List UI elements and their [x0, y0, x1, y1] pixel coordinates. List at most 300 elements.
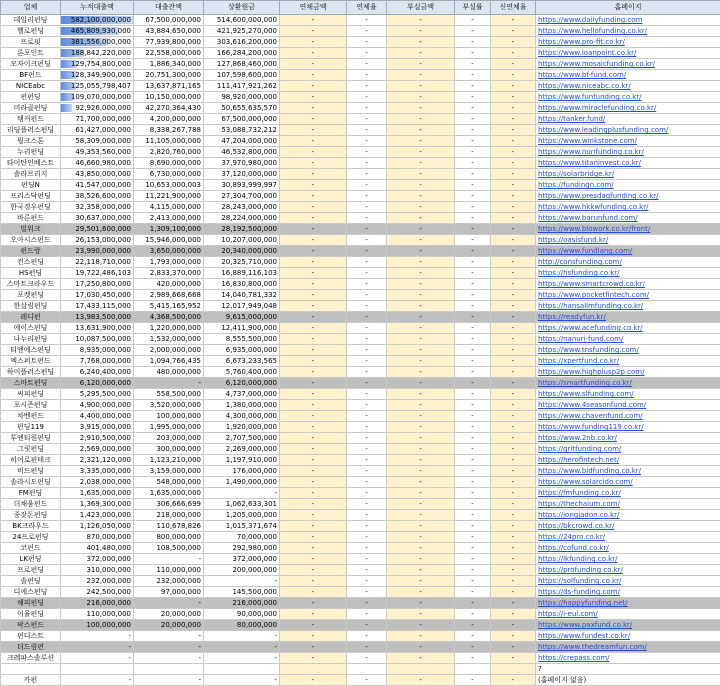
cumulative-cell[interactable]: [61, 466, 134, 477]
bad-debt-amount-cell[interactable]: -: [387, 114, 455, 125]
bad-debt-rate-cell[interactable]: -: [455, 213, 491, 224]
overdue-amount-cell[interactable]: -: [280, 257, 347, 268]
bad-debt-amount-cell[interactable]: -: [387, 389, 455, 400]
overdue-rate-cell[interactable]: -: [347, 290, 387, 301]
company-cell[interactable]: 나누리펀딩: [1, 334, 61, 345]
cumulative-cell[interactable]: [61, 48, 134, 59]
company-cell[interactable]: 타이탄인베스트: [1, 158, 61, 169]
overdue-amount-cell[interactable]: -: [280, 653, 347, 664]
homepage-link[interactable]: https://www.bf-fund.com/: [536, 70, 720, 81]
cumulative-cell[interactable]: [61, 180, 134, 191]
overdue-rate-cell[interactable]: -: [347, 444, 387, 455]
cumulative-cell[interactable]: [61, 444, 134, 455]
bad-debt-amount-cell[interactable]: -: [387, 59, 455, 70]
cumulative-cell[interactable]: [61, 356, 134, 367]
new-overdue-rate-cell[interactable]: -: [491, 620, 536, 631]
homepage-link[interactable]: https://smartfunding.co.kr/: [536, 378, 720, 389]
company-cell[interactable]: 프로펀딩: [1, 565, 61, 576]
repaid-cell[interactable]: 80,000,000: [204, 620, 280, 631]
new-overdue-rate-cell[interactable]: -: [491, 37, 536, 48]
cumulative-cell[interactable]: [61, 70, 134, 81]
company-cell[interactable]: 히어로핀테크: [1, 455, 61, 466]
overdue-rate-cell[interactable]: -: [347, 345, 387, 356]
overdue-amount-cell[interactable]: -: [280, 400, 347, 411]
overdue-rate-cell[interactable]: -: [347, 70, 387, 81]
header-bad-debt-rate[interactable]: 부실률: [455, 1, 491, 15]
homepage-link[interactable]: https://solfunding.co.kr/: [536, 576, 720, 587]
bad-debt-rate-cell[interactable]: -: [455, 92, 491, 103]
bad-debt-amount-cell[interactable]: -: [387, 598, 455, 609]
homepage-link[interactable]: https://www.dailyfunding.com: [536, 15, 720, 26]
repaid-cell[interactable]: 2,269,000,000: [204, 444, 280, 455]
homepage-link[interactable]: https://hsfunding.co.kr/: [536, 268, 720, 279]
bad-debt-amount-cell[interactable]: -: [387, 103, 455, 114]
balance-cell[interactable]: 1,309,100,000: [134, 224, 204, 235]
balance-cell[interactable]: 10,150,000,000: [134, 92, 204, 103]
repaid-cell[interactable]: 421,925,270,000: [204, 26, 280, 37]
bad-debt-rate-cell[interactable]: -: [455, 510, 491, 521]
balance-cell[interactable]: -: [134, 598, 204, 609]
company-cell[interactable]: 해피펀딩: [1, 598, 61, 609]
repaid-cell[interactable]: 46,532,800,000: [204, 147, 280, 158]
new-overdue-rate-cell[interactable]: -: [491, 554, 536, 565]
overdue-rate-cell[interactable]: -: [347, 301, 387, 312]
cumulative-cell[interactable]: [61, 202, 134, 213]
bad-debt-amount-cell[interactable]: -: [387, 488, 455, 499]
cumulative-cell[interactable]: [61, 378, 134, 389]
repaid-cell[interactable]: 27,304,700,000: [204, 191, 280, 202]
balance-cell[interactable]: 218,000,000: [134, 510, 204, 521]
homepage-link[interactable]: https://thechaium.com/: [536, 499, 720, 510]
bad-debt-rate-cell[interactable]: -: [455, 444, 491, 455]
bad-debt-amount-cell[interactable]: -: [387, 466, 455, 477]
homepage-link[interactable]: https://www.mosaicfunding.co.kr/: [536, 59, 720, 70]
bad-debt-amount-cell[interactable]: -: [387, 136, 455, 147]
bad-debt-rate-cell[interactable]: -: [455, 488, 491, 499]
repaid-cell[interactable]: 14,040,781,332: [204, 290, 280, 301]
balance-cell[interactable]: 306,666,699: [134, 499, 204, 510]
company-cell[interactable]: 그릿펀딩: [1, 444, 61, 455]
repaid-cell[interactable]: 10,207,000,000: [204, 235, 280, 246]
homepage-link[interactable]: https://www.slfunding.com/: [536, 389, 720, 400]
cumulative-cell[interactable]: [61, 642, 134, 653]
overdue-amount-cell[interactable]: -: [280, 334, 347, 345]
new-overdue-rate-cell[interactable]: -: [491, 312, 536, 323]
new-overdue-rate-cell[interactable]: -: [491, 202, 536, 213]
repaid-cell[interactable]: 176,000,000: [204, 466, 280, 477]
bad-debt-amount-cell[interactable]: -: [387, 246, 455, 257]
repaid-cell[interactable]: 372,000,000: [204, 554, 280, 565]
homepage-link[interactable]: https://fmfunding.co.kr/: [536, 488, 720, 499]
homepage-link[interactable]: https://www.funfunding.co.kr/: [536, 92, 720, 103]
homepage-link[interactable]: https://www.barunfund.com/: [536, 213, 720, 224]
bad-debt-rate-cell[interactable]: -: [455, 675, 491, 686]
cumulative-cell[interactable]: [61, 576, 134, 587]
company-cell[interactable]: 더채움펀드: [1, 499, 61, 510]
overdue-rate-cell[interactable]: -: [347, 532, 387, 543]
bad-debt-amount-cell[interactable]: -: [387, 312, 455, 323]
cumulative-cell[interactable]: [61, 268, 134, 279]
new-overdue-rate-cell[interactable]: -: [491, 103, 536, 114]
repaid-cell[interactable]: 303,616,200,000: [204, 37, 280, 48]
cumulative-cell[interactable]: [61, 147, 134, 158]
repaid-cell[interactable]: 216,000,000: [204, 598, 280, 609]
overdue-amount-cell[interactable]: -: [280, 81, 347, 92]
overdue-amount-cell[interactable]: -: [280, 587, 347, 598]
bad-debt-amount-cell[interactable]: -: [387, 213, 455, 224]
overdue-amount-cell[interactable]: -: [280, 312, 347, 323]
repaid-cell[interactable]: 4,300,000,000: [204, 411, 280, 422]
balance-cell[interactable]: 2,000,000,000: [134, 345, 204, 356]
homepage-link[interactable]: (홈페이지 없음): [536, 675, 720, 686]
cumulative-cell[interactable]: [61, 323, 134, 334]
new-overdue-rate-cell[interactable]: -: [491, 147, 536, 158]
overdue-rate-cell[interactable]: -: [347, 213, 387, 224]
company-cell[interactable]: 컨스펀딩: [1, 257, 61, 268]
bad-debt-rate-cell[interactable]: -: [455, 323, 491, 334]
overdue-rate-cell[interactable]: -: [347, 631, 387, 642]
new-overdue-rate-cell[interactable]: -: [491, 543, 536, 554]
homepage-link[interactable]: https://www.thedreamfun.com/: [536, 642, 720, 653]
overdue-rate-cell[interactable]: -: [347, 389, 387, 400]
repaid-cell[interactable]: 70,000,000: [204, 532, 280, 543]
cumulative-cell[interactable]: [61, 510, 134, 521]
new-overdue-rate-cell[interactable]: -: [491, 224, 536, 235]
repaid-cell[interactable]: 1,197,910,000: [204, 455, 280, 466]
overdue-amount-cell[interactable]: -: [280, 70, 347, 81]
repaid-cell[interactable]: -: [204, 488, 280, 499]
bad-debt-rate-cell[interactable]: -: [455, 466, 491, 477]
homepage-link[interactable]: https://www.paxfund.co.kr/: [536, 620, 720, 631]
cumulative-cell[interactable]: [61, 521, 134, 532]
balance-cell[interactable]: 480,000,000: [134, 367, 204, 378]
repaid-cell[interactable]: -: [204, 653, 280, 664]
company-cell[interactable]: 펀딩N: [1, 180, 61, 191]
cumulative-cell[interactable]: [61, 301, 134, 312]
company-cell[interactable]: 하이플러스펀딩: [1, 367, 61, 378]
cumulative-cell[interactable]: [61, 675, 134, 686]
overdue-amount-cell[interactable]: -: [280, 279, 347, 290]
repaid-cell[interactable]: 166,284,200,000: [204, 48, 280, 59]
repaid-cell[interactable]: 145,500,000: [204, 587, 280, 598]
homepage-link[interactable]: https://www.niceabc.co.kr/: [536, 81, 720, 92]
overdue-amount-cell[interactable]: -: [280, 301, 347, 312]
overdue-amount-cell[interactable]: -: [280, 411, 347, 422]
overdue-amount-cell[interactable]: -: [280, 543, 347, 554]
bad-debt-rate-cell[interactable]: -: [455, 301, 491, 312]
bad-debt-rate-cell[interactable]: -: [455, 81, 491, 92]
company-cell[interactable]: 티엔에스펀딩: [1, 345, 61, 356]
overdue-rate-cell[interactable]: -: [347, 587, 387, 598]
bad-debt-amount-cell[interactable]: -: [387, 158, 455, 169]
homepage-link[interactable]: https://www.highplusp2p.com/: [536, 367, 720, 378]
balance-cell[interactable]: 97,000,000: [134, 587, 204, 598]
repaid-cell[interactable]: 28,192,500,000: [204, 224, 280, 235]
balance-cell[interactable]: 110,678,826: [134, 521, 204, 532]
overdue-rate-cell[interactable]: -: [347, 59, 387, 70]
cumulative-cell[interactable]: [61, 59, 134, 70]
bad-debt-amount-cell[interactable]: -: [387, 26, 455, 37]
overdue-rate-cell[interactable]: -: [347, 279, 387, 290]
overdue-amount-cell[interactable]: -: [280, 433, 347, 444]
homepage-link[interactable]: https://gritfunding.com/: [536, 444, 720, 455]
bad-debt-amount-cell[interactable]: -: [387, 378, 455, 389]
cumulative-cell[interactable]: [61, 158, 134, 169]
company-cell[interactable]: 론포인트: [1, 48, 61, 59]
homepage-link[interactable]: https://readyfun.kr/: [536, 312, 720, 323]
overdue-amount-cell[interactable]: -: [280, 378, 347, 389]
homepage-link[interactable]: https://www.chavenfund.com/: [536, 411, 720, 422]
balance-cell[interactable]: 558,500,000: [134, 389, 204, 400]
bad-debt-rate-cell[interactable]: -: [455, 290, 491, 301]
overdue-amount-cell[interactable]: -: [280, 202, 347, 213]
overdue-amount-cell[interactable]: -: [280, 510, 347, 521]
new-overdue-rate-cell[interactable]: -: [491, 169, 536, 180]
homepage-link[interactable]: https://www.hkkwfunding.co.kr/: [536, 202, 720, 213]
repaid-cell[interactable]: 4,737,000,000: [204, 389, 280, 400]
new-overdue-rate-cell[interactable]: -: [491, 257, 536, 268]
balance-cell[interactable]: 11,221,900,000: [134, 191, 204, 202]
overdue-amount-cell[interactable]: -: [280, 169, 347, 180]
repaid-cell[interactable]: 20,340,000,000: [204, 246, 280, 257]
overdue-amount-cell[interactable]: -: [280, 598, 347, 609]
overdue-rate-cell[interactable]: -: [347, 147, 387, 158]
balance-cell[interactable]: 4,368,500,000: [134, 312, 204, 323]
new-overdue-rate-cell[interactable]: -: [491, 268, 536, 279]
header-new-overdue-rate[interactable]: 신연체율: [491, 1, 536, 15]
bad-debt-amount-cell[interactable]: -: [387, 620, 455, 631]
overdue-amount-cell[interactable]: -: [280, 224, 347, 235]
overdue-amount-cell[interactable]: -: [280, 125, 347, 136]
overdue-rate-cell[interactable]: -: [347, 224, 387, 235]
company-cell[interactable]: 에이스펀딩: [1, 323, 61, 334]
homepage-link[interactable]: https://www.nurifunding.co.kr/: [536, 147, 720, 158]
overdue-rate-cell[interactable]: -: [347, 48, 387, 59]
bad-debt-amount-cell[interactable]: -: [387, 609, 455, 620]
repaid-cell[interactable]: 37,970,980,000: [204, 158, 280, 169]
company-cell[interactable]: 스마트펀딩: [1, 378, 61, 389]
balance-cell[interactable]: 10,653,000,003: [134, 180, 204, 191]
repaid-cell[interactable]: 200,000,000: [204, 565, 280, 576]
bad-debt-amount-cell[interactable]: -: [387, 653, 455, 664]
overdue-rate-cell[interactable]: -: [347, 235, 387, 246]
bad-debt-amount-cell[interactable]: -: [387, 147, 455, 158]
overdue-rate-cell[interactable]: -: [347, 576, 387, 587]
cumulative-cell[interactable]: [61, 334, 134, 345]
balance-cell[interactable]: [134, 664, 204, 675]
homepage-link[interactable]: https://solarbridge.kr/: [536, 169, 720, 180]
balance-cell[interactable]: 1,635,000,000: [134, 488, 204, 499]
repaid-cell[interactable]: 1,062,633,301: [204, 499, 280, 510]
bad-debt-amount-cell[interactable]: -: [387, 15, 455, 26]
overdue-rate-cell[interactable]: -: [347, 15, 387, 26]
company-cell[interactable]: 솔라브리지: [1, 169, 61, 180]
repaid-cell[interactable]: 6,935,000,000: [204, 345, 280, 356]
cumulative-cell[interactable]: [61, 169, 134, 180]
bad-debt-rate-cell[interactable]: -: [455, 279, 491, 290]
new-overdue-rate-cell[interactable]: -: [491, 59, 536, 70]
new-overdue-rate-cell[interactable]: -: [491, 136, 536, 147]
balance-cell[interactable]: 6,730,000,000: [134, 169, 204, 180]
balance-cell[interactable]: -: [134, 554, 204, 565]
bad-debt-rate-cell[interactable]: -: [455, 543, 491, 554]
homepage-link[interactable]: https://www.fundlang.com/: [536, 246, 720, 257]
homepage-link[interactable]: https://www.blowork.co.kr/front/: [536, 224, 720, 235]
bad-debt-amount-cell[interactable]: -: [387, 477, 455, 488]
new-overdue-rate-cell[interactable]: -: [491, 323, 536, 334]
bad-debt-rate-cell[interactable]: -: [455, 521, 491, 532]
bad-debt-rate-cell[interactable]: -: [455, 169, 491, 180]
new-overdue-rate-cell[interactable]: -: [491, 81, 536, 92]
cumulative-cell[interactable]: [61, 488, 134, 499]
bad-debt-amount-cell[interactable]: -: [387, 202, 455, 213]
company-cell[interactable]: 한국경우펀딩: [1, 202, 61, 213]
company-cell[interactable]: HS펀딩: [1, 268, 61, 279]
header-company[interactable]: 업체: [1, 1, 61, 15]
repaid-cell[interactable]: -: [204, 675, 280, 686]
balance-cell[interactable]: -: [134, 642, 204, 653]
balance-cell[interactable]: 110,000,000: [134, 565, 204, 576]
balance-cell[interactable]: 22,558,000,000: [134, 48, 204, 59]
bad-debt-amount-cell[interactable]: [387, 664, 455, 675]
bad-debt-rate-cell[interactable]: -: [455, 598, 491, 609]
homepage-link[interactable]: https://www.miraclefunding.co.kr/: [536, 103, 720, 114]
balance-cell[interactable]: 4,200,000,000: [134, 114, 204, 125]
bad-debt-rate-cell[interactable]: -: [455, 576, 491, 587]
homepage-link[interactable]: https://ds-funding.com/: [536, 587, 720, 598]
repaid-cell[interactable]: 5,760,400,000: [204, 367, 280, 378]
bad-debt-amount-cell[interactable]: -: [387, 631, 455, 642]
bad-debt-rate-cell[interactable]: -: [455, 224, 491, 235]
homepage-link[interactable]: https://xpertfund.co.kr/: [536, 356, 720, 367]
repaid-cell[interactable]: 111,417,921,262: [204, 81, 280, 92]
overdue-rate-cell[interactable]: -: [347, 356, 387, 367]
bad-debt-rate-cell[interactable]: -: [455, 433, 491, 444]
balance-cell[interactable]: 1,886,340,000: [134, 59, 204, 70]
homepage-link[interactable]: https://www.presdaqfunding.co.kr/: [536, 191, 720, 202]
overdue-rate-cell[interactable]: -: [347, 103, 387, 114]
cumulative-cell[interactable]: [61, 664, 134, 675]
cumulative-cell[interactable]: [61, 631, 134, 642]
bad-debt-amount-cell[interactable]: -: [387, 543, 455, 554]
cumulative-cell[interactable]: [61, 389, 134, 400]
new-overdue-rate-cell[interactable]: -: [491, 367, 536, 378]
company-cell[interactable]: LK펀딩: [1, 554, 61, 565]
bad-debt-rate-cell[interactable]: -: [455, 554, 491, 565]
bad-debt-amount-cell[interactable]: -: [387, 642, 455, 653]
overdue-rate-cell[interactable]: -: [347, 499, 387, 510]
company-cell[interactable]: 데일리펀딩: [1, 15, 61, 26]
overdue-rate-cell[interactable]: -: [347, 400, 387, 411]
company-cell[interactable]: 엑스퍼트펀드: [1, 356, 61, 367]
overdue-rate-cell[interactable]: -: [347, 312, 387, 323]
cumulative-cell[interactable]: [61, 279, 134, 290]
cumulative-cell[interactable]: [61, 235, 134, 246]
new-overdue-rate-cell[interactable]: -: [491, 389, 536, 400]
cumulative-cell[interactable]: [61, 114, 134, 125]
bad-debt-amount-cell[interactable]: -: [387, 290, 455, 301]
new-overdue-rate-cell[interactable]: -: [491, 70, 536, 81]
overdue-amount-cell[interactable]: -: [280, 323, 347, 334]
balance-cell[interactable]: 2,833,370,000: [134, 268, 204, 279]
balance-cell[interactable]: 20,751,300,000: [134, 70, 204, 81]
bad-debt-rate-cell[interactable]: -: [455, 158, 491, 169]
overdue-amount-cell[interactable]: -: [280, 48, 347, 59]
bad-debt-rate-cell[interactable]: -: [455, 268, 491, 279]
new-overdue-rate-cell[interactable]: -: [491, 521, 536, 532]
cumulative-cell[interactable]: [61, 554, 134, 565]
new-overdue-rate-cell[interactable]: -: [491, 499, 536, 510]
cumulative-cell[interactable]: [61, 422, 134, 433]
repaid-cell[interactable]: 20,325,710,000: [204, 257, 280, 268]
overdue-amount-cell[interactable]: -: [280, 554, 347, 565]
new-overdue-rate-cell[interactable]: -: [491, 301, 536, 312]
repaid-cell[interactable]: -: [204, 642, 280, 653]
bad-debt-rate-cell[interactable]: -: [455, 246, 491, 257]
repaid-cell[interactable]: 1,205,000,000: [204, 510, 280, 521]
bad-debt-amount-cell[interactable]: -: [387, 433, 455, 444]
overdue-amount-cell[interactable]: -: [280, 103, 347, 114]
homepage-link[interactable]: https://bkcrowd.co.kr/: [536, 521, 720, 532]
bad-debt-amount-cell[interactable]: -: [387, 444, 455, 455]
overdue-amount-cell[interactable]: -: [280, 268, 347, 279]
company-cell[interactable]: 솔펀딩: [1, 576, 61, 587]
new-overdue-rate-cell[interactable]: -: [491, 565, 536, 576]
header-bad-debt-amount[interactable]: 부실금액: [387, 1, 455, 15]
overdue-amount-cell[interactable]: -: [280, 92, 347, 103]
balance-cell[interactable]: 43,884,650,000: [134, 26, 204, 37]
repaid-cell[interactable]: 12,017,949,048: [204, 301, 280, 312]
new-overdue-rate-cell[interactable]: -: [491, 114, 536, 125]
overdue-amount-cell[interactable]: -: [280, 246, 347, 257]
new-overdue-rate-cell[interactable]: -: [491, 455, 536, 466]
company-cell[interactable]: FM펀딩: [1, 488, 61, 499]
bad-debt-amount-cell[interactable]: -: [387, 521, 455, 532]
bad-debt-rate-cell[interactable]: -: [455, 532, 491, 543]
new-overdue-rate-cell[interactable]: -: [491, 334, 536, 345]
company-cell[interactable]: 디에스펀딩: [1, 587, 61, 598]
company-cell[interactable]: 레디펀: [1, 312, 61, 323]
repaid-cell[interactable]: 6,120,000,000: [204, 378, 280, 389]
bad-debt-rate-cell[interactable]: -: [455, 114, 491, 125]
bad-debt-amount-cell[interactable]: -: [387, 422, 455, 433]
overdue-amount-cell[interactable]: -: [280, 631, 347, 642]
cumulative-cell[interactable]: [61, 367, 134, 378]
homepage-link[interactable]: https://www.bidfunding.co.kr/: [536, 466, 720, 477]
overdue-rate-cell[interactable]: -: [347, 158, 387, 169]
bad-debt-rate-cell[interactable]: -: [455, 235, 491, 246]
balance-cell[interactable]: 420,000,000: [134, 279, 204, 290]
cumulative-cell[interactable]: [61, 477, 134, 488]
bad-debt-amount-cell[interactable]: -: [387, 191, 455, 202]
bad-debt-rate-cell[interactable]: -: [455, 400, 491, 411]
homepage-link[interactable]: https://www.funding119.co.kr/: [536, 422, 720, 433]
overdue-rate-cell[interactable]: -: [347, 554, 387, 565]
homepage-link[interactable]: https://www.fundest.co.kr/: [536, 631, 720, 642]
bad-debt-amount-cell[interactable]: -: [387, 400, 455, 411]
repaid-cell[interactable]: 1,490,000,000: [204, 477, 280, 488]
homepage-link[interactable]: https://www.acefunding.co.kr/: [536, 323, 720, 334]
overdue-amount-cell[interactable]: -: [280, 444, 347, 455]
overdue-rate-cell[interactable]: -: [347, 510, 387, 521]
overdue-amount-cell[interactable]: -: [280, 455, 347, 466]
overdue-amount-cell[interactable]: -: [280, 389, 347, 400]
bad-debt-amount-cell[interactable]: -: [387, 576, 455, 587]
balance-cell[interactable]: 100,000,000: [134, 411, 204, 422]
homepage-link[interactable]: https://profunding.co.kr/: [536, 565, 720, 576]
balance-cell[interactable]: 1,094,766,435: [134, 356, 204, 367]
balance-cell[interactable]: -: [134, 653, 204, 664]
